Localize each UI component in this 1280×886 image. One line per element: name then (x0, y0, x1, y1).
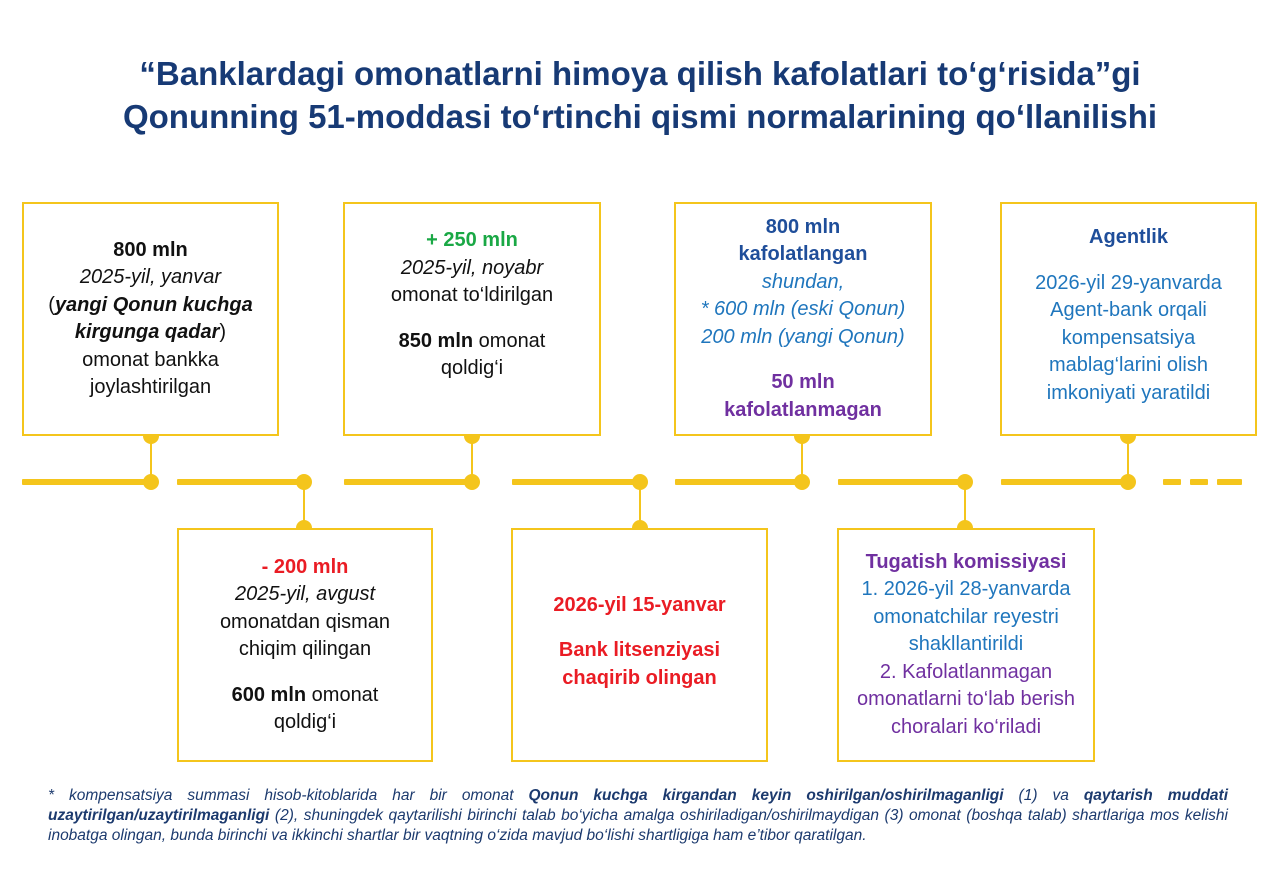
timeline-segment (512, 479, 642, 485)
timeline-segment (177, 479, 307, 485)
event-amount: 800 mln (113, 238, 188, 261)
guaranteed-amount: 800 mln (765, 215, 841, 238)
timeline-dot (296, 474, 312, 490)
event-description: omonatdan qisman chiqim qilingan (219, 610, 391, 660)
timeline-dash (1190, 479, 1208, 485)
event-box-deposit-topup (343, 202, 601, 436)
footnote-emphasis-1: Qonun kuchga kirgandan keyin oshirilgan/oshirilmaganligi (528, 787, 1004, 804)
title-line-1: “Banklardagi omonatlarni himoya qilish kafolatlari to‘g‘risida”gi (139, 55, 1141, 92)
event-description: omonat bankka joylashtirilgan (82, 348, 219, 398)
unguaranteed-label: kafolatlanmagan (724, 398, 882, 421)
guaranteed-label: kafolatlangan (738, 243, 868, 266)
timeline-dash (1163, 479, 1181, 485)
new-law-amount: 200 mln (yangi Qonun) (701, 325, 905, 348)
commission-item-1: 1. 2026-yil 28-yanvarda omonatchilar reyestri shakllantirildi (861, 578, 1071, 656)
footnote (48, 786, 1228, 846)
event-balance (377, 328, 567, 383)
balance-amount: 850 mln (398, 329, 474, 352)
timeline-dot (143, 474, 159, 490)
footnote-emphasis-2: qaytarish muddati uzaytirilgan/uzaytirilmaganligi (48, 787, 1229, 824)
title-line-2: Qonunning 51-moddasi to‘rtinchi qismi normalarining qo‘llanilishi (122, 98, 1158, 135)
timeline-segment (22, 479, 155, 485)
commission-heading: Tugatish komissiyasi (865, 550, 1067, 573)
commission-item-2: 2. Kafolatlanmagan omonatlarni to‘lab berish choralari ko‘riladi (857, 660, 1075, 738)
event-date: 2025-yil, avgust (234, 583, 376, 605)
event-date: 2025-yil, yanvar (79, 266, 222, 288)
event-box-guarantee-summary (674, 202, 932, 436)
event-amount: + 250 mln (426, 229, 518, 252)
timeline-dot (464, 474, 480, 490)
timeline-segment (838, 479, 968, 485)
event-date: 2026-yil 15-yanvar (553, 593, 726, 616)
event-box-license-revoked (511, 528, 768, 762)
footnote-text-2: (1) va (1003, 787, 1084, 804)
page-title (0, 52, 1280, 138)
event-date: 2025-yil, noyabr (400, 256, 544, 279)
timeline-segment (1001, 479, 1131, 485)
footnote-text-3: (2), shuningdek qaytarilishi birinchi talab bo‘yicha amalga oshiriladigan/oshirilmaydigan (3) omonat (boshqa talab) shartlariga mos kelishi inobatga olingan, bunda birinchi va ikkinchi shartlar bir vaqtning o‘zida mavjud bo‘lishi shartligiga ham e’tibor qaratilgan. (48, 807, 1228, 844)
balance-label: omonat qoldig‘i (440, 329, 546, 380)
timeline-dot (957, 474, 973, 490)
close-paren: ) (219, 321, 227, 343)
agency-heading: Agentlik (1089, 226, 1168, 248)
unguaranteed-amount: 50 mln (771, 371, 835, 394)
event-condition (38, 292, 263, 347)
open-paren: ( (48, 293, 55, 316)
timeline-dot (1120, 474, 1136, 490)
event-box-partial-withdrawal (177, 528, 433, 762)
agency-description: 2026-yil 29-yanvarda Agent-bank orqali kompensatsiya mablag‘larini olish imkoniyati yaratildi (1035, 271, 1222, 404)
timeline-segment (675, 479, 805, 485)
balance-label: omonat qoldig‘i (273, 683, 379, 733)
event-description: Bank litsenziyasi chaqirib olingan (558, 639, 721, 689)
event-description: omonat to‘ldirilgan (390, 284, 554, 307)
event-box-liquidation-commission (837, 528, 1095, 762)
event-box-agency (1000, 202, 1257, 436)
timeline-dot (794, 474, 810, 490)
event-balance (210, 682, 400, 737)
event-condition-emphasis: yangi Qonun kuchga kirgunga qadar (54, 293, 253, 343)
timeline-dash (1217, 479, 1242, 485)
event-box-deposit-placed (22, 202, 279, 436)
balance-amount: 600 mln (231, 683, 307, 706)
event-amount: - 200 mln (261, 555, 349, 578)
footnote-text-1: * kompensatsiya summasi hisob-kitoblarida har bir omonat (48, 787, 529, 804)
of-which-label: shundan, (761, 270, 845, 293)
timeline-segment (344, 479, 474, 485)
timeline-dot (632, 474, 648, 490)
old-law-amount: * 600 mln (eski Qonun) (700, 298, 906, 321)
